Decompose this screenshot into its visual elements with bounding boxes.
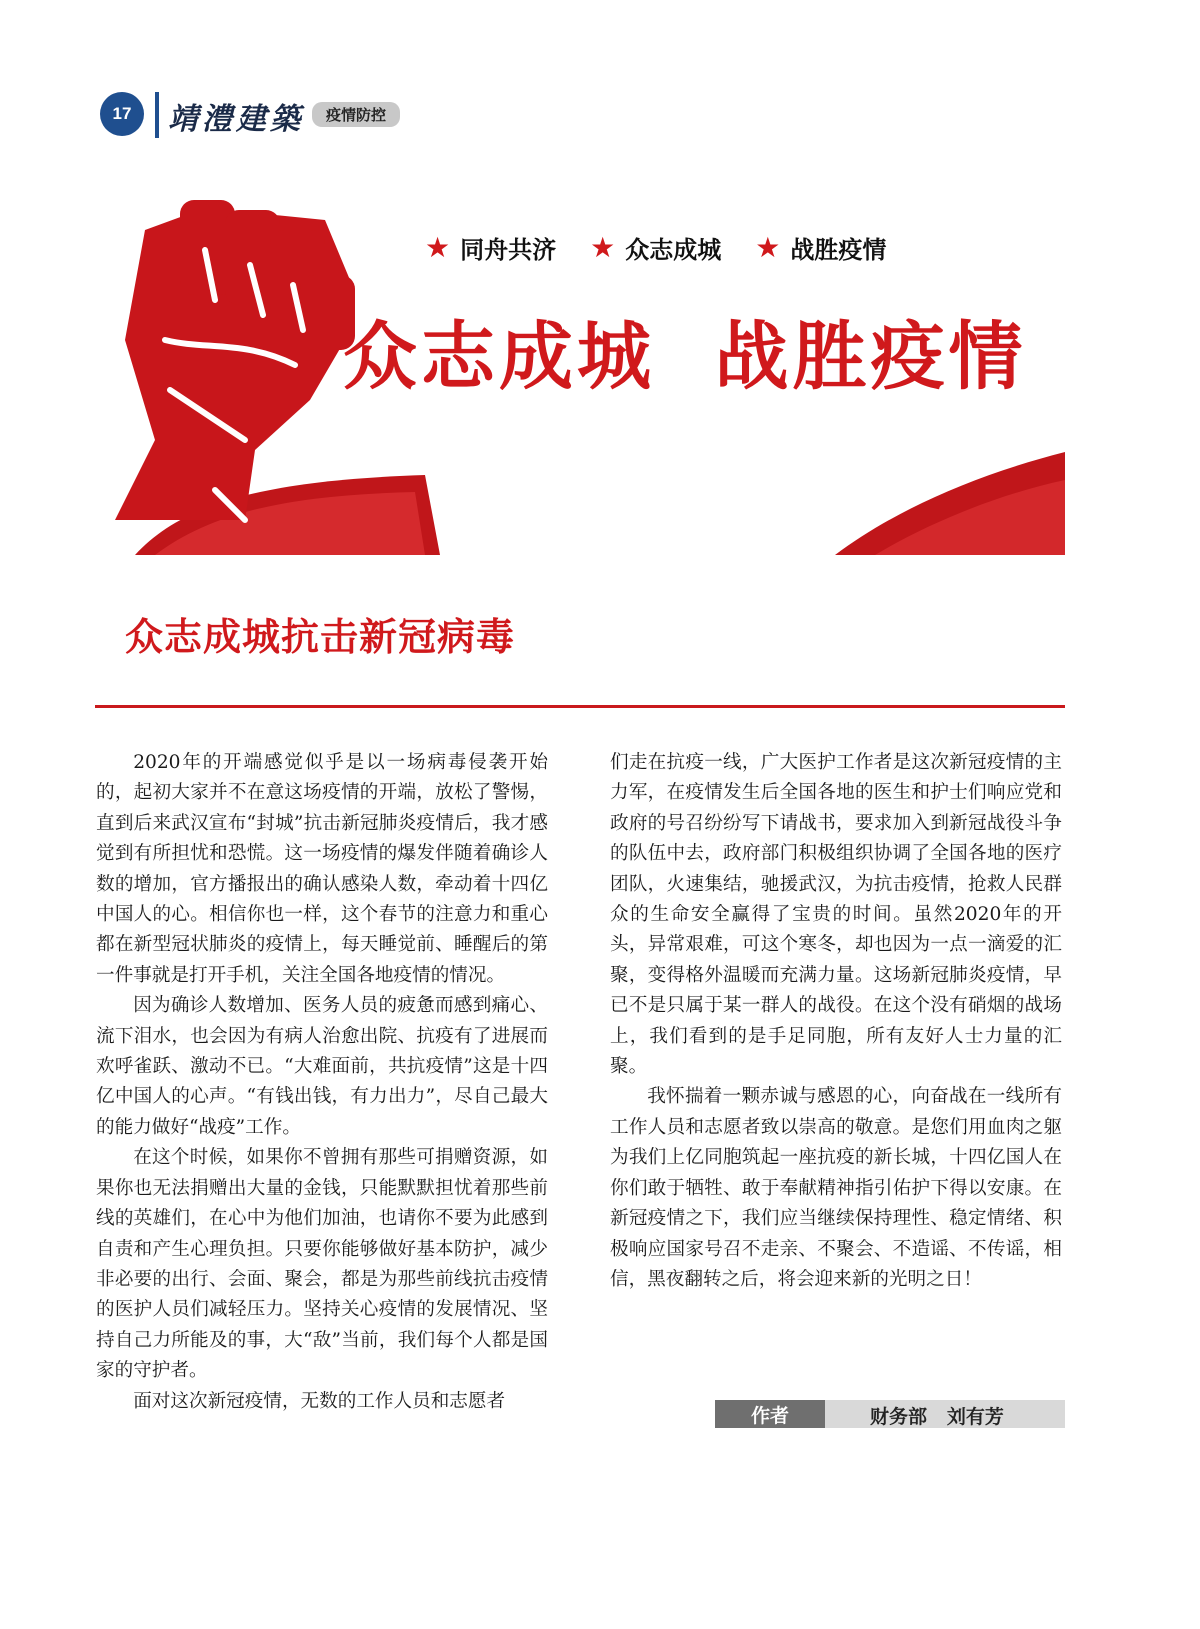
page-number: 17	[100, 92, 144, 136]
paragraph: 在这个时候，如果你不曾拥有那些可捐赠资源，如果你也无法捐赠出大量的金钱，只能默默担忧着那些前线的英雄们，在心中为他们加油，也请你不要为此感到自责和产生心理负担。只要你能够做好基本防护，减少非必要的出行、会面、聚会，都是为那些前线抗击疫情的医护人员们减轻压力。坚持关心疫情的发展情况、坚持自己力所能及的事，大“敌”当前，我们每个人都是国家的守护者。	[96, 1147, 548, 1382]
slogan-row	[425, 230, 886, 265]
banner-headline: 众志成城 战胜疫情	[343, 314, 1027, 400]
page-header	[100, 92, 500, 142]
slogan-item: ★ 众志成城	[590, 230, 722, 264]
author-byline	[715, 1400, 1065, 1428]
slogan-item: ★ 同舟共济	[425, 230, 557, 264]
paragraph: 2020年的开端感觉似乎是以一场病毒侵袭开始的，起初大家并不在意这场疫情的开端，放松了警惕，直到后来武汉宣布“封城”抗击新冠肺炎疫情后，我才感觉到有所担忧和恐慌。这一场疫情的爆发伴随着确诊人数的增加，官方播报出的确认感染人数，牵动着十四亿中国人的心。相信你也一样，这个春节的注意力和重心都在新型冠状肺炎的疫情上，每天睡觉前、睡醒后的第一件事就是打开手机，关注全国各地疫情的情况。	[96, 752, 548, 986]
article-title: 众志成城抗击新冠病毒	[125, 615, 516, 659]
author-name: 财务部 刘有芳	[870, 1406, 1004, 1428]
star-icon: ★	[425, 230, 451, 264]
hero-banner	[95, 190, 1065, 555]
magazine-logo: 靖澧建築	[168, 102, 304, 137]
fist-icon	[115, 200, 355, 520]
slogan-item: ★ 战胜疫情	[755, 230, 887, 264]
article-column-left	[96, 748, 548, 1417]
paragraph: 们走在抗疫一线，广大医护工作者是这次新冠疫情的主力军，在疫情发生后全国各地的医生和护士们响应党和政府的号召纷纷写下请战书，要求加入到新冠战役斗争的队伍中去，政府部门积极组织协调了全国各地的医疗团队，火速集结，驰援武汉，为抗击疫情，抢救人民群众的生命安全赢得了宝贵的时间。虽然2020年的开头，异常艰难，可这个寒冬，却也因为一点一滴爱的汇聚，变得格外温暖而充满力量。这场新冠肺炎疫情，早已不是只属于某一群人的战役。在这个没有硝烟的战场上，我们看到的是手足同胞，所有友好人士力量的汇聚。	[610, 752, 1062, 1078]
star-icon: ★	[755, 230, 781, 264]
paragraph: 我怀揣着一颗赤诚与感恩的心，向奋战在一线所有工作人员和志愿者致以崇高的敬意。是您们用血肉之躯为我们上亿同胞筑起一座抗疫的新长城，十四亿国人在你们敢于牺牲、敢于奉献精神指引佑护下得以安康。在新冠疫情之下，我们应当继续保持理性、稳定情绪、积极响应国家号召不走亲、不聚会、不造谣、不传谣，相信，黑夜翻转之后，将会迎来新的光明之日！	[610, 1086, 1062, 1290]
author-label: 作者	[715, 1400, 825, 1428]
section-tag: 疫情防控	[312, 102, 400, 127]
article-column-right	[610, 748, 1062, 1295]
star-icon: ★	[590, 230, 616, 264]
paragraph: 面对这次新冠疫情，无数的工作人员和志愿者	[133, 1390, 506, 1412]
header-divider	[155, 92, 159, 138]
paragraph: 因为确诊人数增加、医务人员的疲惫而感到痛心、流下泪水，也会因为有病人治愈出院、抗疫有了进展而欢呼雀跃、激动不已。“大难面前，共抗疫情”这是十四亿中国人的心声。“有钱出钱，有力出力”，尽自己最大的能力做好“战疫”工作。	[96, 995, 548, 1138]
title-divider	[95, 705, 1065, 708]
